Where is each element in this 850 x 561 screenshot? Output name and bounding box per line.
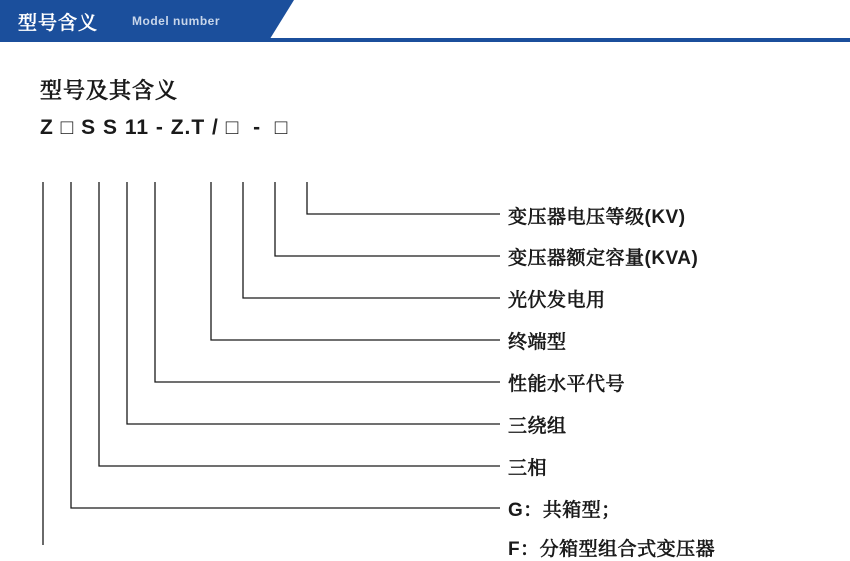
leader-three-winding xyxy=(127,182,500,424)
page-header xyxy=(0,0,850,42)
model-number-diagram xyxy=(0,42,850,560)
leader-box-type xyxy=(71,182,500,508)
diagram-label: 三相 xyxy=(508,458,548,479)
diagram-label: G：共箱型； xyxy=(508,500,621,521)
leader-voltage-level xyxy=(307,182,500,214)
leader-rated-capacity xyxy=(275,182,500,256)
diagram-label: F：分箱型组合式变压器 xyxy=(508,539,716,560)
leader-pv-use xyxy=(243,182,500,298)
diagram-label: 性能水平代号 xyxy=(508,374,626,395)
diagram-label: 三绕组 xyxy=(508,416,567,437)
diagram-label: 光伏发电用 xyxy=(508,290,606,311)
section-title: 型号及其含义 xyxy=(40,78,179,103)
header-title-cn: 型号含义 xyxy=(18,13,99,34)
model-code-string: Z □ S S 11 - Z.T / □ - □ xyxy=(40,116,289,139)
leader-performance xyxy=(155,182,500,382)
leader-lines xyxy=(0,42,850,545)
diagram-label: 变压器额定容量(KVA) xyxy=(508,248,699,269)
diagram-label: 变压器电压等级(KV) xyxy=(508,207,686,228)
header-slant-shape xyxy=(268,0,294,42)
diagram-label: 终端型 xyxy=(508,332,567,353)
leader-tick-extra-1 xyxy=(43,182,500,545)
header-title-en: Model number xyxy=(132,14,221,28)
leader-terminal-type xyxy=(211,182,500,340)
